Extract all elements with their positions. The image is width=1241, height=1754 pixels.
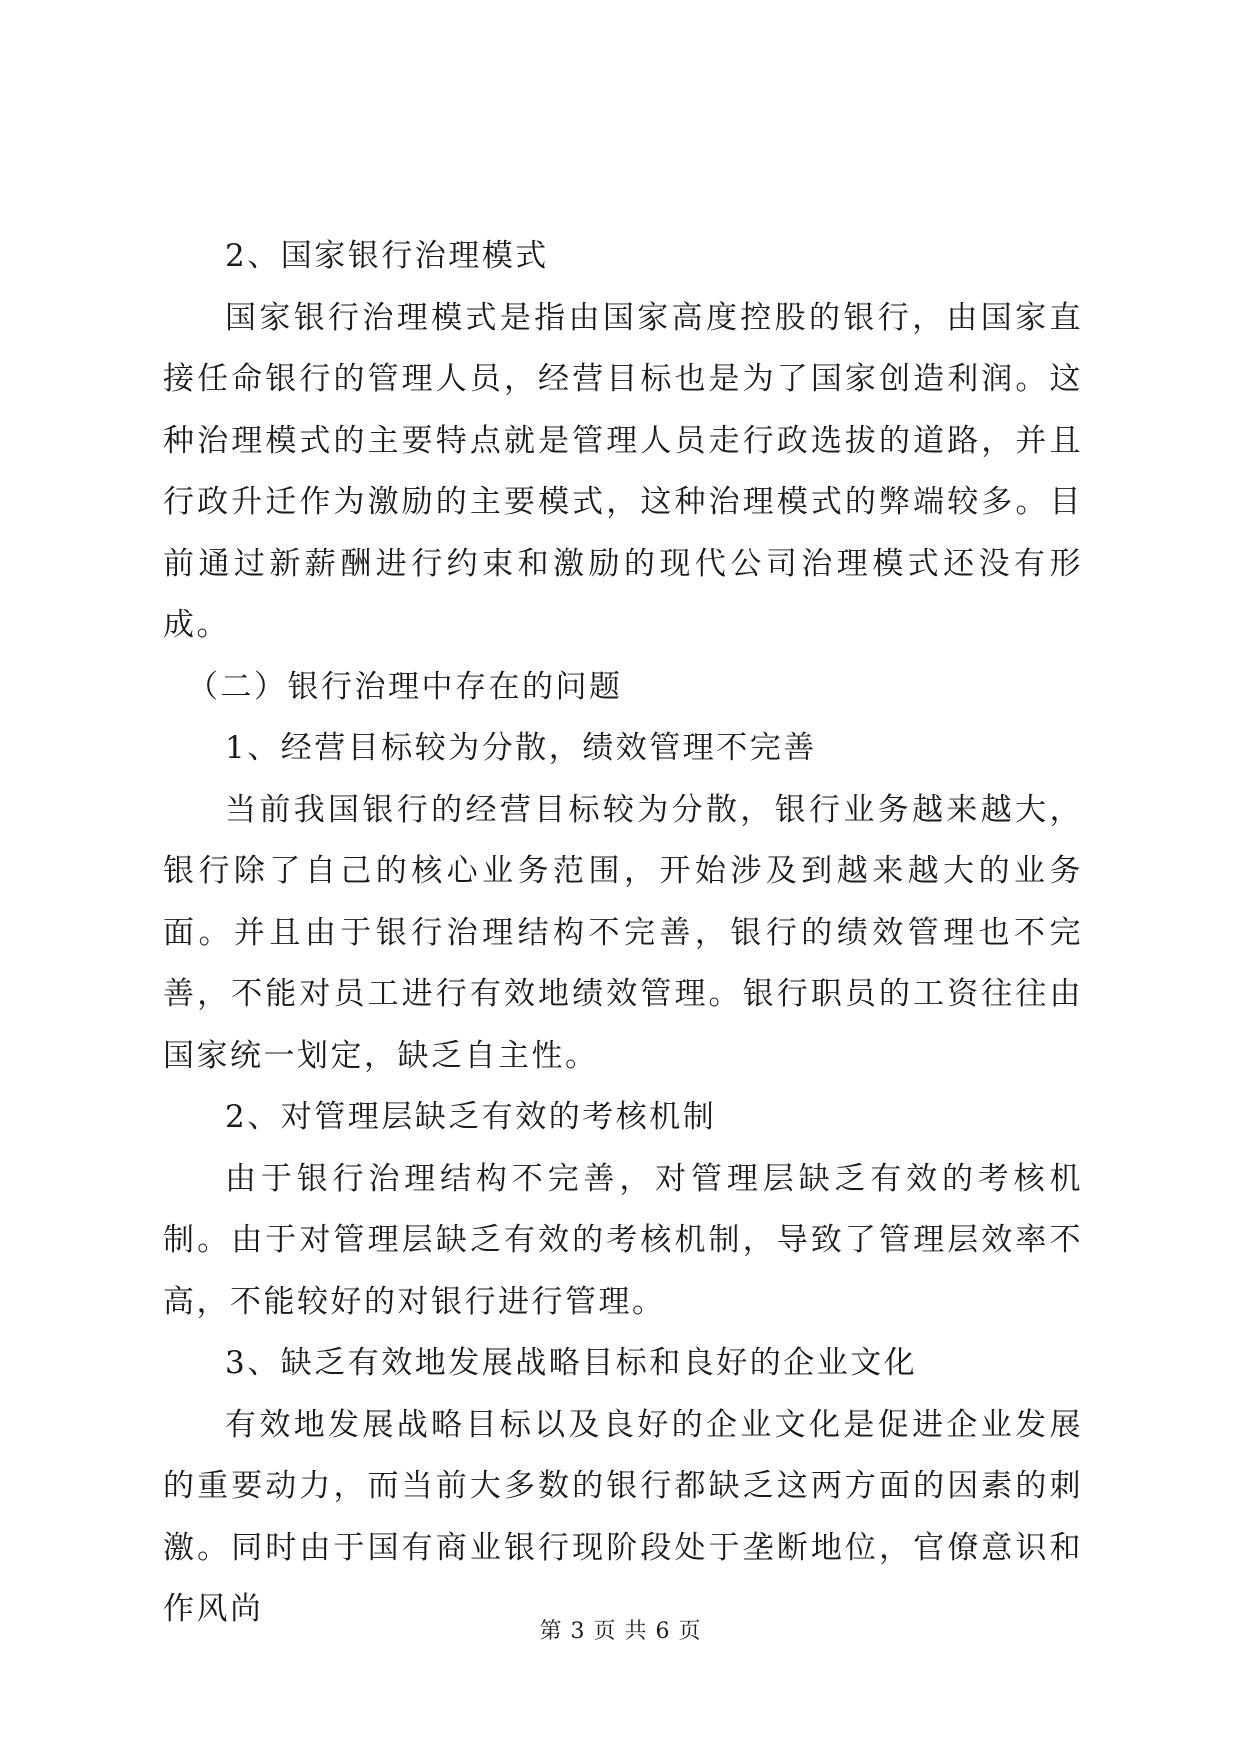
section-heading-2-assessment: 2、对管理层缺乏有效的考核机制 [225,1099,717,1135]
paragraph-dispersed-goals: 当前我国银行的经营目标较为分散，银行业务越来越大，银行除了自己的核心业务范围，开始涉及到越来越大的业务面。并且由于银行治理结构不完善，银行的绩效管理也不完善，不能对员工进行有效地绩效管理。银行职员的工资往往由国家统一划定，缺乏自主性。 [163,791,1083,1074]
page-number-footer: 第 3 页 共 6 页 [539,1619,702,1644]
section-heading-1-dispersed-goals: 1、经营目标较为分散，绩效管理不完善 [225,730,817,766]
paragraph-strategy-culture: 有效地发展战略目标以及良好的企业文化是促进企业发展的重要动力，而当前大多数的银行都缺乏这两方面的因素的刺激。同时由于国有商业银行现阶段处于垄断地位，官僚意识和作风尚 [163,1406,1083,1627]
document-body [163,226,1083,1641]
section-heading-2-national-bank-model: 2、国家银行治理模式 [225,238,549,274]
section-heading-3-strategy-culture: 3、缺乏有效地发展战略目标和良好的企业文化 [225,1345,918,1381]
paragraph-national-bank-model: 国家银行治理模式是指由国家高度控股的银行，由国家直接任命银行的管理人员，经营目标也是为了国家创造利润。这种治理模式的主要特点就是管理人员走行政选拔的道路，并且行政升迁作为激励的主要模式，这种治理模式的弊端较多。目前通过新薪酬进行约束和激励的现代公司治理模式还没有形成。 [163,299,1083,643]
paragraph-assessment: 由于银行治理结构不完善，对管理层缺乏有效的考核机制。由于对管理层缺乏有效的考核机制，导致了管理层效率不高，不能较好的对银行进行管理。 [163,1160,1083,1320]
section-heading-problems: （二）银行治理中存在的问题 [187,668,623,705]
